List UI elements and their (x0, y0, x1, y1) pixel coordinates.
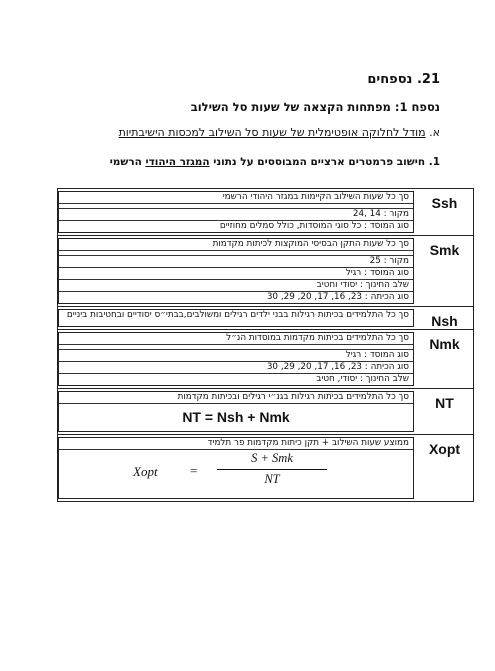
nt-definition (58, 391, 414, 432)
nt-formula: NT = Nsh + Nmk (182, 409, 290, 425)
item-1-underlined: המגזר היהודי (145, 156, 210, 168)
symbol-nmk: Nmk (429, 336, 460, 352)
symbol-smk: Smk (429, 242, 460, 258)
symbol-ssh: Ssh (431, 195, 458, 211)
nmk-line-class: סוג הכיתה : 23, 16, 17, 20, 29, 30 (59, 362, 413, 374)
xopt-formula-lhs: Xopt (133, 464, 158, 479)
nmk-definition (58, 332, 414, 386)
nmk-line-1: סך כל התלמידים בכיתות מקדמות במוסדות הנ״ל (59, 333, 413, 345)
nsh-line-1: סך כל התלמידים בכיתות רגילות בבני ילדים רגילים ומשולבים,בבתי״ס יסודיים ובחטיבות ביניים (66, 310, 409, 320)
smk-definition (58, 238, 414, 304)
smk-line-1: סך כל שעות התקן הבסיסי המוקצות לכיתות מקדמות (59, 239, 413, 251)
xopt-formula (59, 450, 413, 498)
nmk-line-stage: שלב החינוך : יסודי, חטיב (316, 374, 409, 384)
nsh-definition (58, 309, 414, 327)
subsection-a (119, 126, 440, 139)
table-row-smk (57, 235, 474, 306)
symbol-nsh: Nsh (431, 313, 458, 329)
ssh-line-source: מקור : 14 ,24 (59, 209, 413, 221)
appendix-title: נספח 1: מפתחות הקצאה של שעות סל השילוב (190, 100, 440, 114)
table-row-xopt (57, 434, 474, 502)
item-1-heading (110, 156, 440, 168)
item-1-prefix: 1. חישוב פרמטרים ארציים המבוססים על נתוני (213, 156, 440, 168)
smk-line-source: מקור : 25 (59, 256, 413, 268)
nt-line-1: סך כל התלמידים בכיתות רגילות בגנ״י רגילים ובכיתות מקדמות (59, 392, 413, 404)
smk-line-stage: שלב החינוך : יסודי וחטיב (59, 280, 413, 292)
parameters-table (57, 188, 474, 502)
subsection-a-text: מודל לחלוקה אופטימלית של שעות סל השילוב למכסות הישיבתיות (118, 126, 426, 139)
table-row-nmk (57, 329, 474, 388)
fraction-bar (217, 469, 327, 470)
subsection-a-letter: א. (429, 126, 440, 139)
xopt-formula-equals: = (190, 463, 198, 478)
item-1-suffix: הרשמי (109, 156, 142, 168)
nmk-line-type: סוג המוסד : רגיל (59, 350, 413, 362)
xopt-formula-denominator: NT (264, 472, 280, 486)
smk-line-type: סוג המוסד : רגיל (59, 268, 413, 280)
table-row-nt (57, 388, 474, 434)
section-title: 21. נספחים (367, 72, 440, 87)
symbol-xopt: Xopt (428, 441, 461, 457)
xopt-definition (58, 437, 414, 499)
ssh-definition (58, 191, 414, 233)
smk-line-class: סוג הכיתה : 23, 16, 17, 20, 29, 30 (266, 292, 409, 302)
ssh-line-type: סוג המוסד : כל סוגי המוסדות, כולל סמלים מחוזיים (219, 221, 409, 231)
table-row-nsh (57, 306, 474, 329)
symbol-nt: NT (435, 395, 454, 411)
xopt-line-1: ממוצע שעות השילוב + תקן כיתות מקדמות פר תלמיד (59, 438, 413, 450)
ssh-line-1: סך כל שעות השילוב הקיימות במגזר היהודי הרשמי (59, 192, 413, 204)
table-row-ssh (57, 188, 474, 235)
xopt-formula-numerator: S + Smk (251, 451, 293, 465)
